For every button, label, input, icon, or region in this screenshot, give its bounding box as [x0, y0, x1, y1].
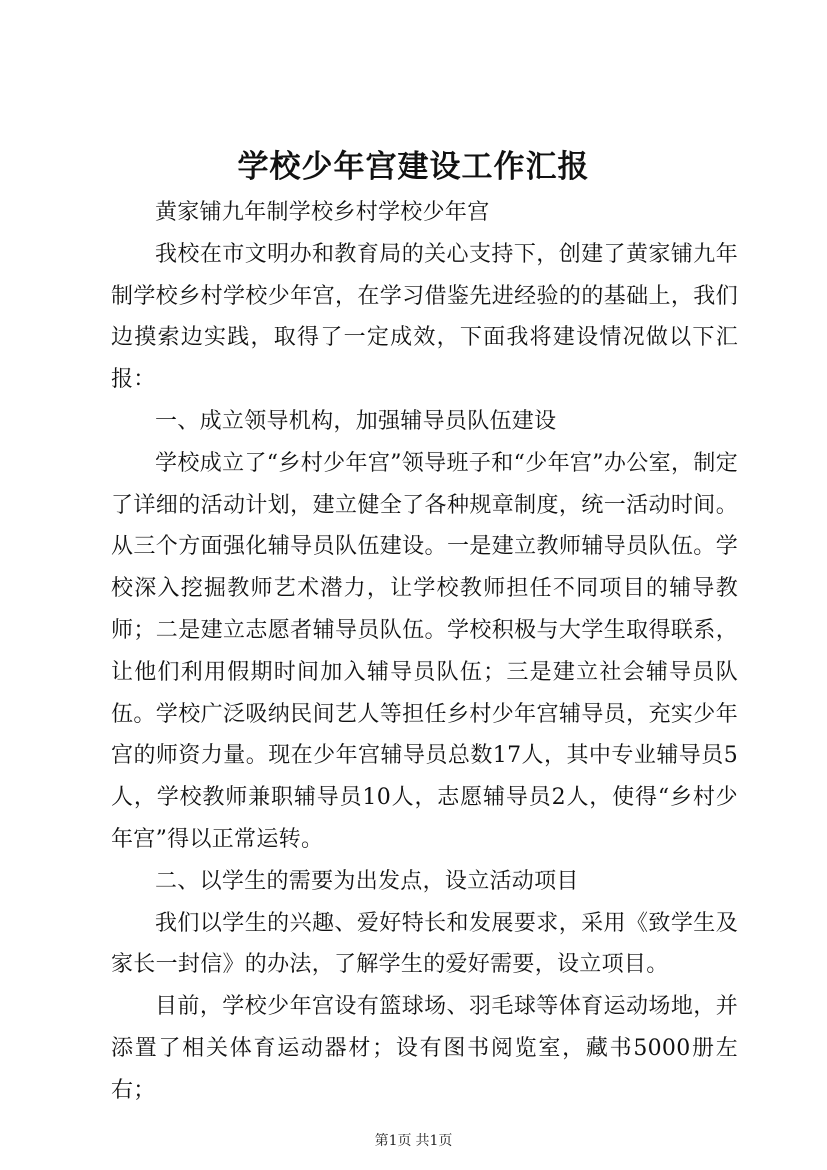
section-heading-2: 二、以学生的需要为出发点，设立活动项目: [155, 868, 579, 894]
paragraph-section-2a: 我们以学生的兴趣、爱好特长和发展要求，采用《致学生及家长一封信》的办法，了解学生的爱好需要，设立项目。: [111, 910, 738, 978]
section-heading-1: 一、成立领导机构，加强辅导员队伍建设: [155, 408, 557, 434]
paragraph-intro: 我校在市文明办和教育局的关心支持下，创建了黄家铺九年制学校乡村学校少年宫，在学习借鉴先进经验的的基础上，我们边摸索边实践，取得了一定成效，下面我将建设情况做以下汇报：: [111, 241, 738, 393]
page-footer: [0, 1131, 827, 1151]
paragraph-section-2b: 目前，学校少年宫设有篮球场、羽毛球等体育运动场地，并添置了相关体育运动器材；设有图书阅览室，藏书5000册左右；: [111, 994, 738, 1103]
document-body: [111, 192, 738, 1112]
page-total: 共1页: [415, 1133, 453, 1149]
page-title: 学校少年宫建设工作汇报: [237, 149, 590, 185]
page-number: 第1页: [374, 1133, 412, 1149]
paragraph-section-1: 学校成立了“乡村少年宫”领导班子和“少年宫”办公室，制定了详细的活动计划，建立健全了各种规章制度，统一活动时间。从三个方面强化辅导员队伍建设。一是建立教师辅导员队伍。学校深入挖掘教师艺术潜力，让学校教师担任不同项目的辅导教师；二是建立志愿者辅导员队伍。学校积极与大学生取得联系，让他们利用假期时间加入辅导员队伍；三是建立社会辅导员队伍。学校广泛吸纳民间艺人等担任乡村少年宫辅导员，充实少年宫的师资力量。现在少年宫辅导员总数17人，其中专业辅导员5人，学校教师兼职辅导员10人，志愿辅导员2人，使得“乡村少年宫”得以正常运转。: [111, 450, 738, 852]
document-subtitle: 黄家铺九年制学校乡村学校少年宫: [155, 200, 490, 225]
